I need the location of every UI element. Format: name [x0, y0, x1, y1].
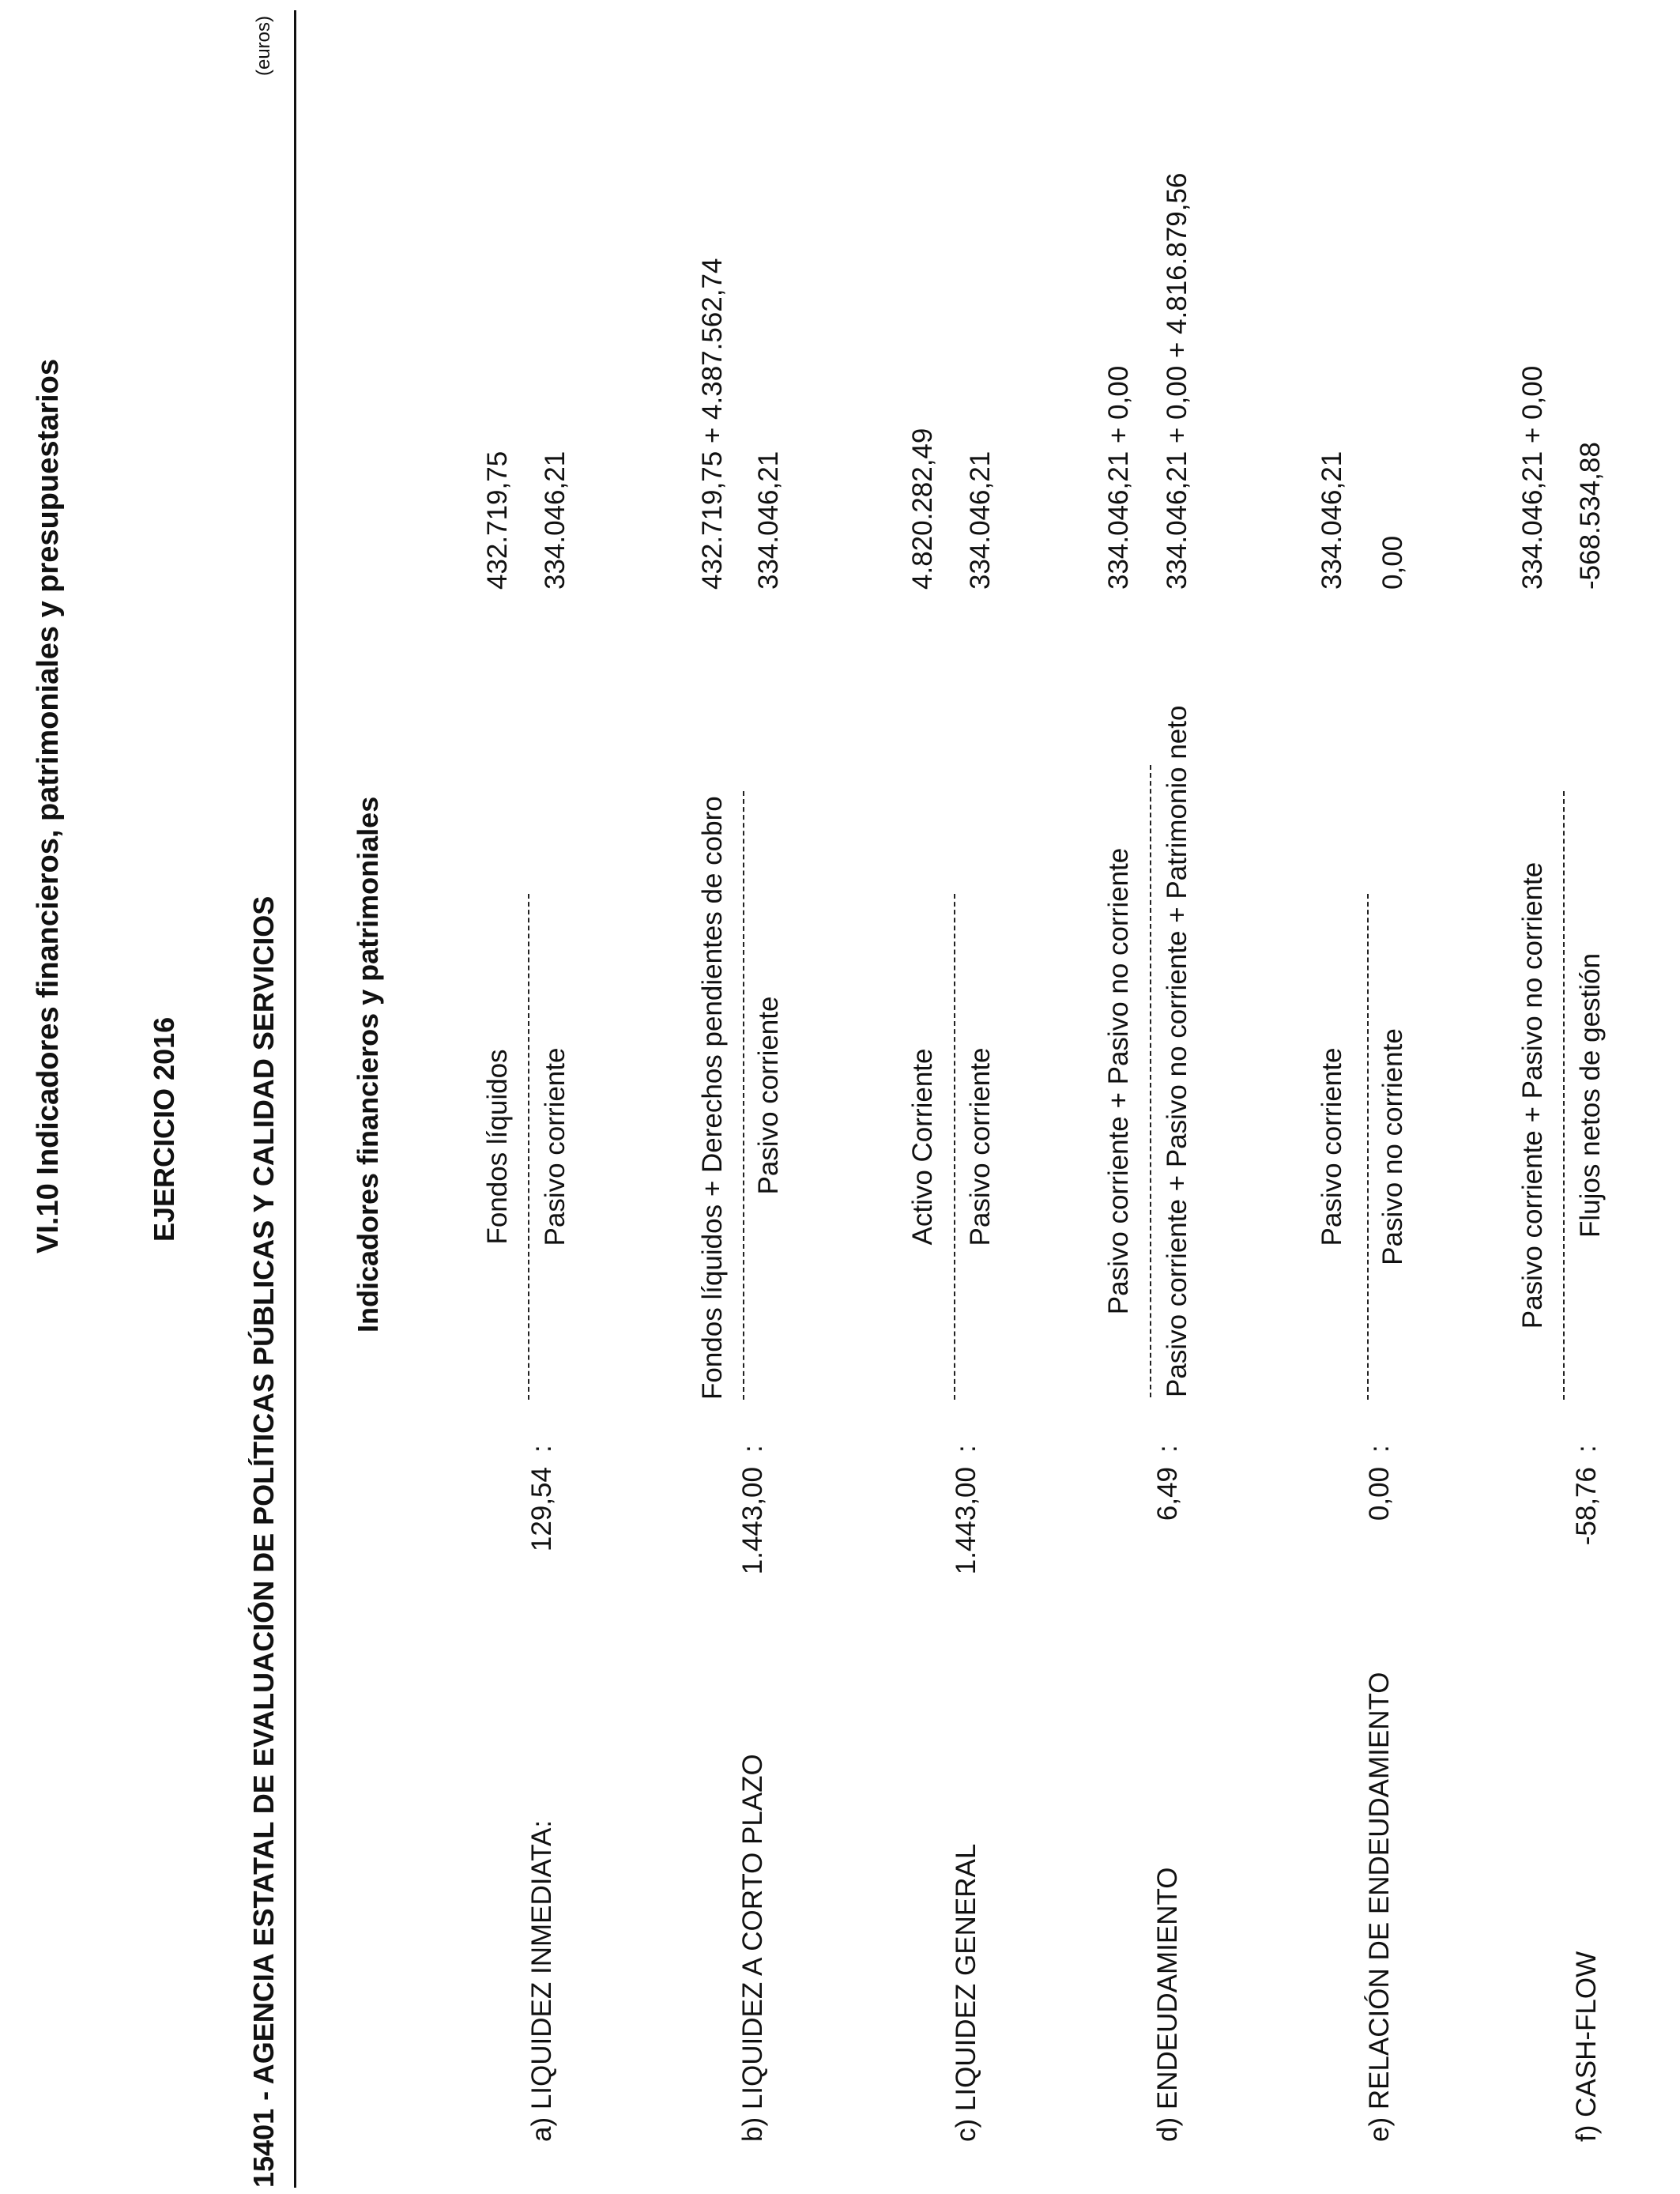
denominator-values: 0,00 — [1377, 535, 1408, 590]
numerator-label: Fondos líquidos — [482, 1049, 513, 1245]
indicator-label: e) RELACIÓN DE ENDEUDAMIENTO — [1364, 1672, 1395, 2142]
currency-note: (euros) — [253, 15, 274, 76]
numerator-label: Pasivo corriente — [1317, 1047, 1347, 1246]
denominator-label: Pasivo corriente — [965, 1047, 996, 1246]
fraction-line — [1150, 765, 1151, 1397]
denominator-values: 334.046,21 — [965, 450, 996, 590]
subtitle: Indicadores financieros y patrimoniales — [352, 796, 384, 1333]
numerator-label: Pasivo corriente + Pasivo no corriente — [1103, 847, 1134, 1315]
numerator-label: Fondos líquidos + Derechos pendientes de cobro — [697, 796, 728, 1400]
denominator-label: Flujos netos de gestión — [1575, 953, 1606, 1238]
colon-separator: : — [737, 1445, 768, 1453]
denominator-label: Pasivo no corriente — [1377, 1028, 1408, 1265]
numerator-label: Activo Corriente — [907, 1048, 938, 1246]
indicator-label: b) LIQUIDEZ A CORTO PLAZO — [737, 1754, 768, 2142]
denominator-values: -568.534,88 — [1575, 442, 1606, 590]
colon-separator: : — [1571, 1445, 1602, 1453]
colon-separator: : — [1364, 1445, 1395, 1453]
numerator-values: 334.046,21 — [1317, 450, 1347, 590]
fraction-line — [1367, 894, 1369, 1400]
indicator-label: f) CASH-FLOW — [1571, 1951, 1602, 2142]
fraction-line — [743, 791, 744, 1400]
section-title: VI.10 Indicadores financieros, patrimoniales y presupuestarios — [32, 359, 65, 1253]
numerator-values: 432.719,75 + 4.387.562,74 — [697, 258, 728, 590]
numerator-values: 334.046,21 + 0,00 — [1517, 365, 1548, 590]
numerator-values: 4.820.282,49 — [907, 428, 938, 590]
indicator-label: a) LIQUIDEZ INMEDIATA: — [526, 1819, 557, 2142]
numerator-values: 334.046,21 + 0,00 — [1103, 365, 1134, 590]
indicator-value: 6,49 — [1152, 1467, 1183, 1521]
denominator-values: 334.046,21 — [540, 450, 571, 590]
fraction-line — [954, 894, 955, 1400]
denominator-values: 334.046,21 — [753, 450, 784, 590]
indicator-value: 129,54 — [526, 1467, 557, 1552]
indicator-value: 1.443,00 — [737, 1467, 768, 1575]
indicator-value: 0,00 — [1364, 1467, 1395, 1521]
indicator-label: c) LIQUIDEZ GENERAL — [951, 1843, 981, 2142]
colon-separator: : — [1152, 1445, 1183, 1453]
entity-heading: 15401 - AGENCIA ESTATAL DE EVALUACIÓN DE POLÍTICAS PÚBLICAS Y CALIDAD SERVICIOS — [247, 895, 280, 2188]
colon-separator: : — [526, 1445, 557, 1453]
indicator-value: -58,76 — [1571, 1467, 1602, 1546]
denominator-label: Pasivo corriente — [753, 996, 784, 1195]
numerator-values: 432.719,75 — [482, 450, 513, 590]
denominator-label: Pasivo corriente — [540, 1047, 571, 1246]
indicator-value: 1.443,00 — [951, 1467, 981, 1575]
top-rule — [294, 10, 296, 2188]
denominator-label: Pasivo corriente + Pasivo no corriente + Patrimonio neto — [1162, 705, 1192, 1397]
numerator-label: Pasivo corriente + Pasivo no corriente — [1517, 861, 1548, 1329]
fraction-line — [1563, 791, 1565, 1400]
exercise-heading: EJERCICIO 2016 — [148, 1016, 180, 1242]
fraction-line — [528, 894, 529, 1400]
denominator-values: 334.046,21 + 0,00 + 4.816.879,56 — [1162, 172, 1192, 590]
colon-separator: : — [951, 1445, 981, 1453]
indicator-label: d) ENDEUDAMIENTO — [1152, 1867, 1183, 2142]
